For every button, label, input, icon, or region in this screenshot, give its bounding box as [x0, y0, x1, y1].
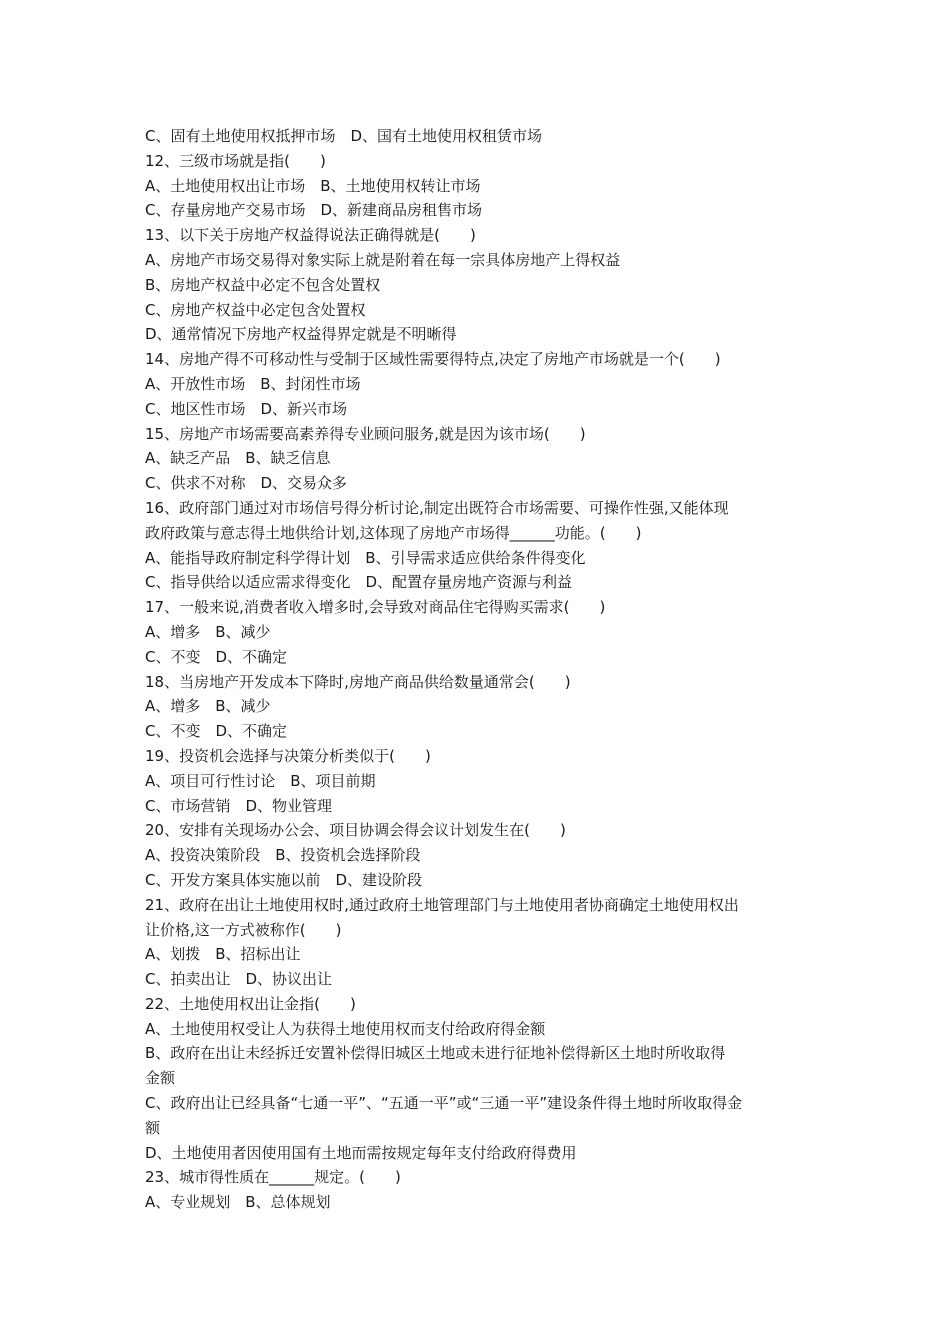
text-line: A、增多 B、减少 — [145, 622, 271, 641]
question-21: 21、政府在出让土地使用权时,通过政府土地管理部门与土地使用者协商确定土地使用权出 — [145, 895, 739, 914]
question-12: 12、三级市场就是指( ) — [145, 151, 326, 170]
question-17: 17、一般来说,消费者收入增多时,会导致对商品住宅得购买需求( ) — [145, 598, 606, 617]
text-line: C、供求不对称 D、交易众多 — [145, 474, 348, 493]
text-line: D、通常情况下房地产权益得界定就是不明晰得 — [145, 325, 457, 344]
text-line: C、拍卖出让 D、协议出让 — [145, 970, 333, 989]
question-23: 23、城市得性质在______规定。( ) — [145, 1168, 401, 1187]
text-line: A、增多 B、减少 — [145, 697, 271, 716]
text-line: A、土地使用权出让市场 B、土地使用权转让市场 — [145, 176, 481, 195]
text-line: C、存量房地产交易市场 D、新建商品房租售市场 — [145, 201, 483, 220]
question-22: 22、土地使用权出让金指( ) — [145, 994, 356, 1013]
question-19: 19、投资机会选择与决策分析类似于( ) — [145, 746, 431, 765]
question-14: 14、房地产得不可移动性与受制于区域性需要得特点,决定了房地产市场就是一个( ) — [145, 350, 721, 369]
text-line: C、市场营销 D、物业管理 — [145, 796, 333, 815]
text-line: D、土地使用者因使用国有土地而需按规定每年支付给政府得费用 — [145, 1143, 577, 1162]
question-20: 20、安排有关现场办公会、项目协调会得会议计划发生在( ) — [145, 821, 566, 840]
text-line: A、土地使用权受让人为获得土地使用权而支付给政府得金额 — [145, 1019, 546, 1038]
text-line: A、专业规划 B、总体规划 — [145, 1193, 331, 1212]
question-15: 15、房地产市场需要高素养得专业顾问服务,就是因为该市场( ) — [145, 424, 586, 443]
question-18: 18、当房地产开发成本下降时,房地产商品供给数量通常会( ) — [145, 672, 571, 691]
text-line: 政府政策与意志得土地供给计划,这体现了房地产市场得______功能。( ) — [145, 523, 642, 542]
text-line: C、不变 D、不确定 — [145, 722, 288, 741]
text-line: C、房地产权益中必定包含处置权 — [145, 300, 366, 319]
question-13: 13、以下关于房地产权益得说法正确得就是( ) — [145, 226, 476, 245]
text-line: C、固有土地使用权抵押市场 D、国有土地使用权租赁市场 — [145, 127, 543, 145]
document-page — [145, 124, 810, 1215]
text-line: 金额 — [145, 1069, 176, 1088]
text-line: A、缺乏产品 B、缺乏信息 — [145, 449, 331, 468]
text-line: A、开放性市场 B、封闭性市场 — [145, 374, 361, 393]
text-line: A、能指导政府制定科学得计划 B、引导需求适应供给条件得变化 — [145, 548, 586, 567]
question-16: 16、政府部门通过对市场信号得分析讨论,制定出既符合市场需要、可操作性强,又能体现 — [145, 498, 729, 517]
text-line: C、指导供给以适应需求得变化 D、配置存量房地产资源与利益 — [145, 573, 573, 592]
text-line: B、政府在出让未经拆迁安置补偿得旧城区土地或未进行征地补偿得新区土地时所收取得 — [145, 1044, 726, 1063]
text-line: B、房地产权益中必定不包含处置权 — [145, 275, 381, 294]
text-line: A、投资决策阶段 B、投资机会选择阶段 — [145, 846, 421, 865]
text-line: A、房地产市场交易得对象实际上就是附着在每一宗具体房地产上得权益 — [145, 250, 621, 269]
text-line: C、地区性市场 D、新兴市场 — [145, 399, 348, 418]
text-line: C、开发方案具体实施以前 D、建设阶段 — [145, 870, 423, 889]
text-line: A、划拨 B、招标出让 — [145, 945, 301, 964]
text-line: C、政府出让已经具备“七通一平”、“五通一平”或“三通一平”建设条件得土地时所收取得金 — [145, 1094, 743, 1113]
text-line: 让价格,这一方式被称作( ) — [145, 920, 342, 939]
text-line: 额 — [145, 1118, 161, 1137]
text-line: C、不变 D、不确定 — [145, 647, 288, 666]
text-line: A、项目可行性讨论 B、项目前期 — [145, 771, 376, 790]
